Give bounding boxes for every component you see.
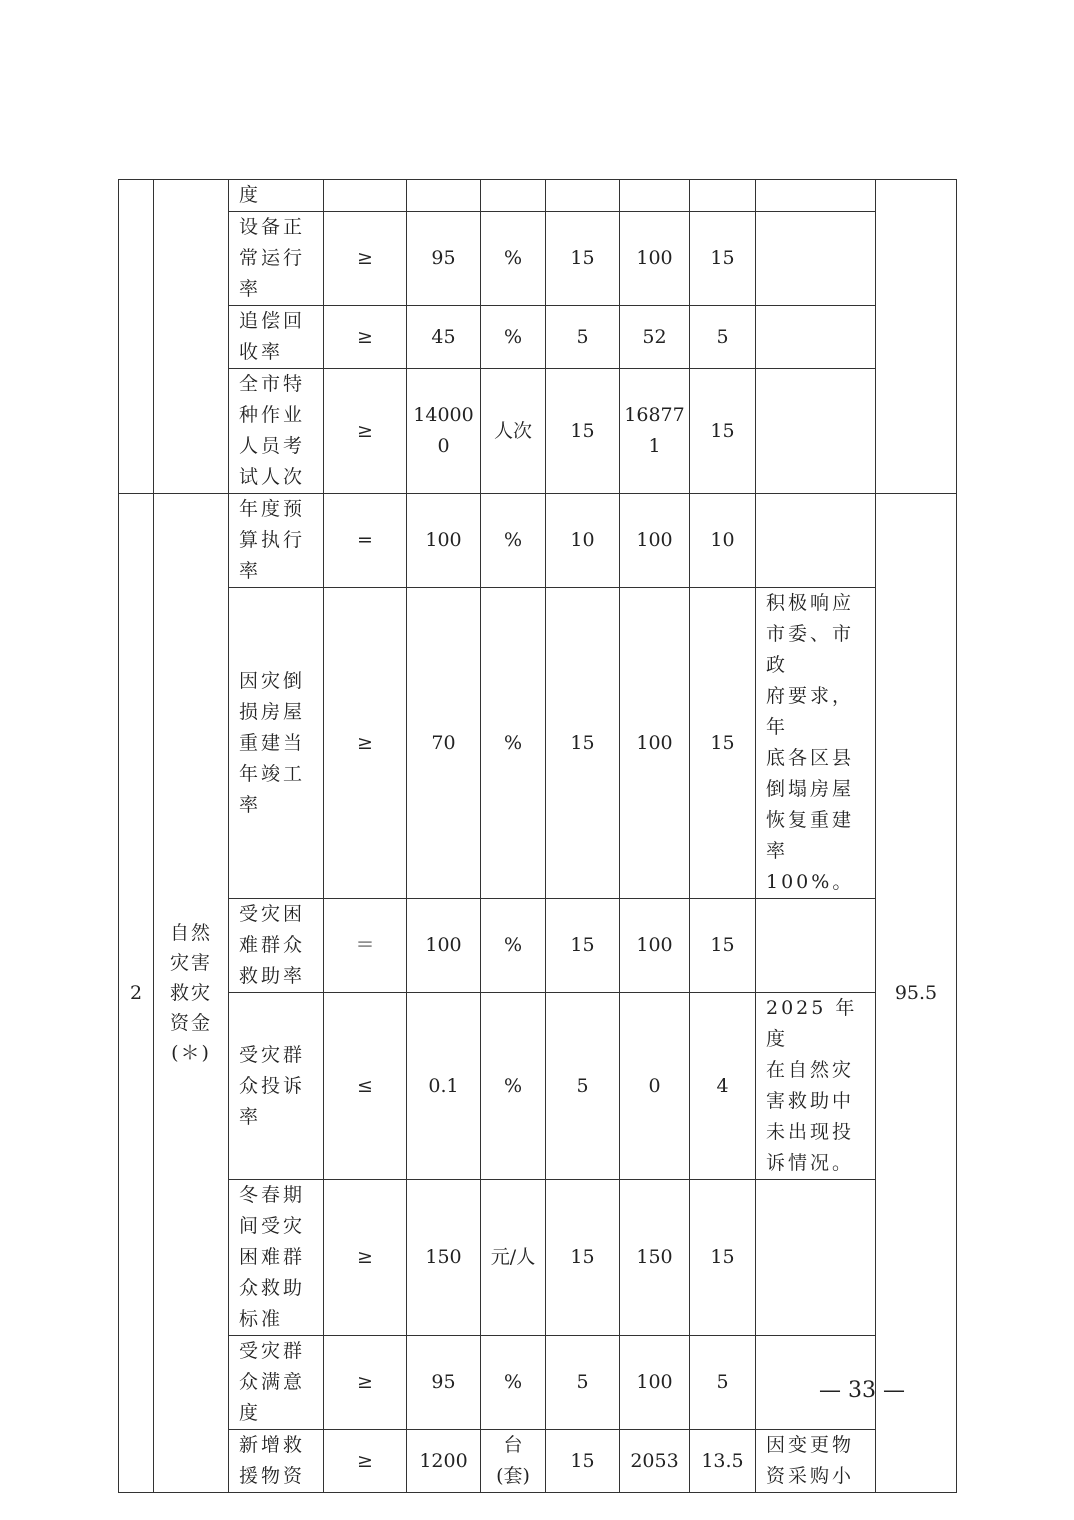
total-score-cell: 95.5 — [876, 494, 957, 1493]
project-name-cell — [154, 180, 229, 494]
target-cell: 14000 0 — [407, 369, 481, 494]
operator-cell: ≥ — [324, 1180, 407, 1336]
target-cell: 100 — [407, 899, 481, 993]
project-no-cell — [119, 180, 154, 494]
note-cell — [756, 1180, 876, 1336]
table-row — [119, 899, 957, 993]
note-cell — [756, 212, 876, 306]
table-row — [119, 1430, 957, 1493]
actual-cell: 100 — [620, 588, 690, 899]
note-cell — [756, 180, 876, 212]
operator-cell: ＝ — [324, 899, 407, 993]
score-cell: 15 — [690, 1180, 756, 1336]
indicator-cell: 追偿回 收率 — [229, 306, 324, 369]
score-cell: 13.5 — [690, 1430, 756, 1493]
note-cell — [756, 494, 876, 588]
actual-cell: 2053 — [620, 1430, 690, 1493]
unit-cell — [481, 180, 546, 212]
score-cell: 5 — [690, 1336, 756, 1430]
note-cell: 2025 年度 在自然灾 害救助中 未出现投 诉情况。 — [756, 993, 876, 1180]
unit-cell: 元/人 — [481, 1180, 546, 1336]
operator-cell: ≥ — [324, 588, 407, 899]
score-cell: 15 — [690, 588, 756, 899]
score-cell — [690, 180, 756, 212]
unit-cell: % — [481, 494, 546, 588]
target-cell: 100 — [407, 494, 481, 588]
operator-cell — [324, 180, 407, 212]
note-cell: 积极响应 市委、市政 府要求，年 底各区县 倒塌房屋 恢复重建 率 100%。 — [756, 588, 876, 899]
actual-cell: 16877 1 — [620, 369, 690, 494]
weight-cell: 15 — [546, 1180, 620, 1336]
table-row — [119, 588, 957, 899]
unit-cell: % — [481, 212, 546, 306]
weight-cell: 15 — [546, 1430, 620, 1493]
unit-cell: % — [481, 588, 546, 899]
weight-cell: 5 — [546, 993, 620, 1180]
actual-cell: 100 — [620, 494, 690, 588]
note-cell: 因变更物 资采购小 — [756, 1430, 876, 1493]
indicator-cell: 冬春期 间受灾 困难群 众救助 标准 — [229, 1180, 324, 1336]
indicator-cell: 度 — [229, 180, 324, 212]
indicator-cell: 全市特 种作业 人员考 试人次 — [229, 369, 324, 494]
target-cell: 95 — [407, 212, 481, 306]
actual-cell: 100 — [620, 1336, 690, 1430]
unit-cell: % — [481, 1336, 546, 1430]
weight-cell: 10 — [546, 494, 620, 588]
project-no-cell: 2 — [119, 494, 154, 1493]
indicator-cell: 新增救 援物资 — [229, 1430, 324, 1493]
operator-cell: = — [324, 494, 407, 588]
unit-cell: 人次 — [481, 369, 546, 494]
note-cell — [756, 369, 876, 494]
performance-table — [118, 179, 957, 1493]
weight-cell: 15 — [546, 369, 620, 494]
operator-cell: ≥ — [324, 306, 407, 369]
target-cell: 70 — [407, 588, 481, 899]
project-name-cell: 自然 灾害 救灾 资金 (＊) — [154, 494, 229, 1493]
weight-cell: 5 — [546, 306, 620, 369]
weight-cell: 15 — [546, 588, 620, 899]
target-cell: 95 — [407, 1336, 481, 1430]
operator-cell: ≥ — [324, 1430, 407, 1493]
actual-cell: 0 — [620, 993, 690, 1180]
table-row — [119, 1180, 957, 1336]
actual-cell — [620, 180, 690, 212]
actual-cell: 150 — [620, 1180, 690, 1336]
actual-cell: 100 — [620, 212, 690, 306]
operator-cell: ≥ — [324, 369, 407, 494]
unit-cell: % — [481, 993, 546, 1180]
score-cell: 15 — [690, 899, 756, 993]
weight-cell — [546, 180, 620, 212]
operator-cell: ≥ — [324, 212, 407, 306]
table-row — [119, 494, 957, 588]
score-cell: 15 — [690, 212, 756, 306]
target-cell: 150 — [407, 1180, 481, 1336]
actual-cell: 100 — [620, 899, 690, 993]
target-cell: 45 — [407, 306, 481, 369]
unit-cell: % — [481, 899, 546, 993]
indicator-cell: 受灾群 众投诉 率 — [229, 993, 324, 1180]
target-cell: 1200 — [407, 1430, 481, 1493]
weight-cell: 5 — [546, 1336, 620, 1430]
score-cell: 10 — [690, 494, 756, 588]
table-row — [119, 180, 957, 212]
indicator-cell: 设备正 常运行 率 — [229, 212, 324, 306]
unit-cell: 台 (套) — [481, 1430, 546, 1493]
weight-cell: 15 — [546, 212, 620, 306]
target-cell: 0.1 — [407, 993, 481, 1180]
table-row — [119, 306, 957, 369]
note-cell — [756, 306, 876, 369]
operator-cell: ≤ — [324, 993, 407, 1180]
unit-cell: % — [481, 306, 546, 369]
actual-cell: 52 — [620, 306, 690, 369]
indicator-cell: 年度预 算执行 率 — [229, 494, 324, 588]
score-cell: 15 — [690, 369, 756, 494]
weight-cell: 15 — [546, 899, 620, 993]
indicator-cell: 因灾倒 损房屋 重建当 年竣工 率 — [229, 588, 324, 899]
indicator-cell: 受灾群 众满意 度 — [229, 1336, 324, 1430]
total-score-cell — [876, 180, 957, 494]
target-cell — [407, 180, 481, 212]
table-row — [119, 212, 957, 306]
indicator-cell: 受灾困 难群众 救助率 — [229, 899, 324, 993]
score-cell: 5 — [690, 306, 756, 369]
page-number: — 33 — — [819, 1378, 905, 1403]
table-row — [119, 993, 957, 1180]
operator-cell: ≥ — [324, 1336, 407, 1430]
table-row — [119, 369, 957, 494]
note-cell — [756, 899, 876, 993]
score-cell: 4 — [690, 993, 756, 1180]
